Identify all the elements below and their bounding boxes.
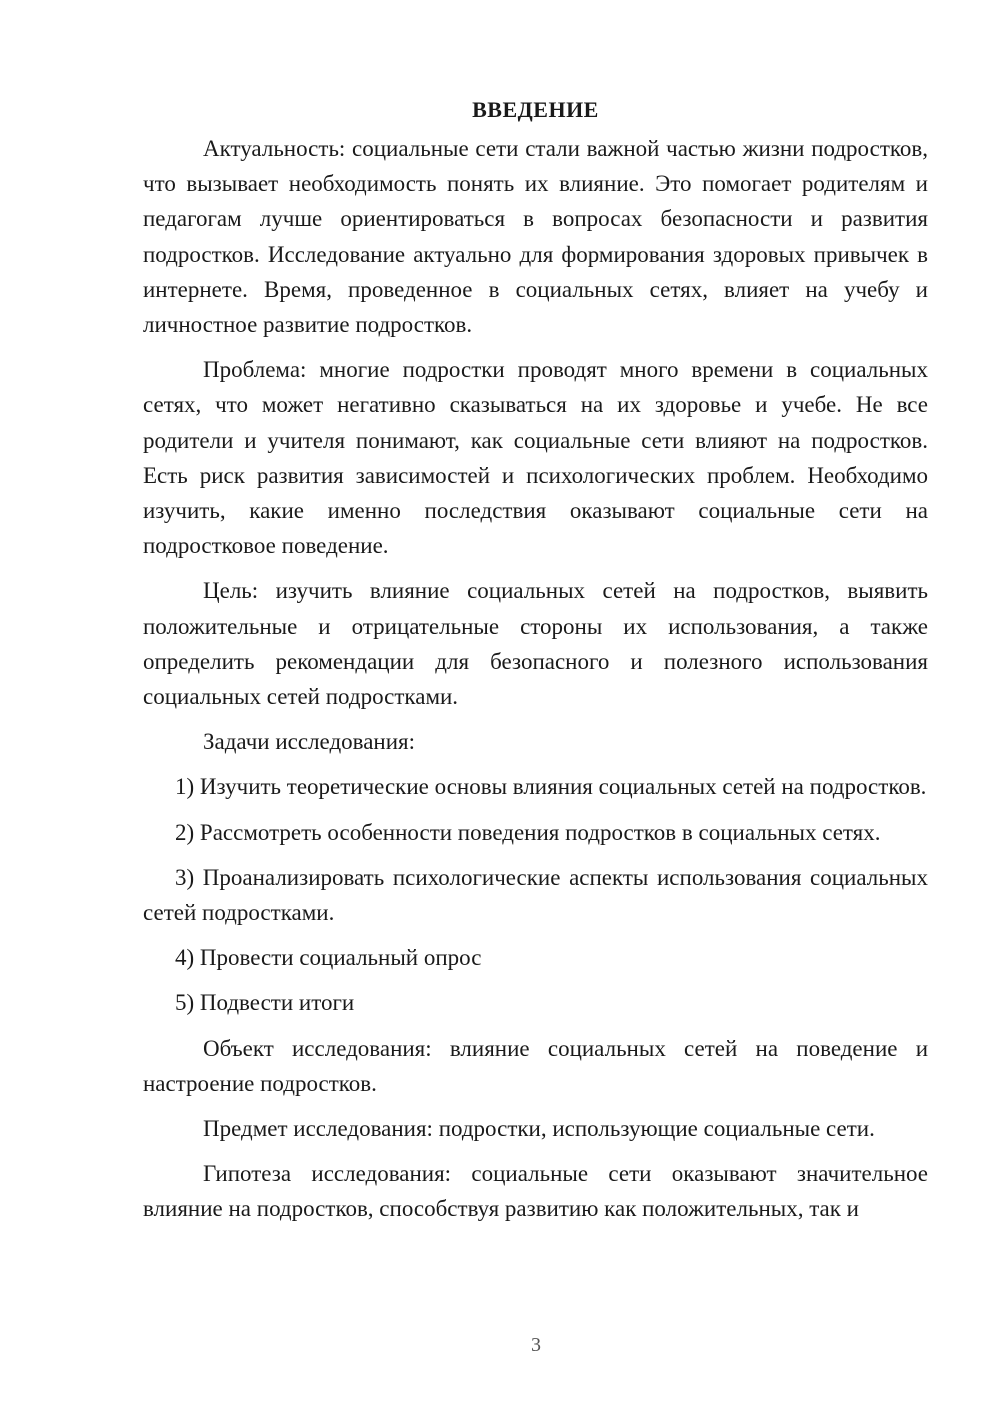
problem-paragraph: Проблема: многие подростки проводят много времени в социальных сетях, что может негативно сказываться на их здоровье и учебе. Не все родители и учителя понимают, как социальные сети влияют на подростков. Есть риск развития зависимостей и психологических проблем. Необходимо изучить, какие именно последствия оказывают социальные сети на подростковое поведение. — [143, 357, 928, 559]
task-item: 4) Провести социальный опрос — [175, 945, 482, 971]
task-item: 1) Изучить теоретические основы влияния социальных сетей на подростков. — [175, 774, 927, 800]
section-heading: ВВЕДЕНИЕ — [472, 97, 599, 122]
task-item: 2) Рассмотреть особенности поведения подростков в социальных сетях. — [175, 819, 881, 845]
page-content — [143, 92, 928, 1237]
page-number: 3 — [531, 1334, 541, 1356]
hypothesis-paragraph: Гипотеза исследования: социальные сети оказывают значительное влияние на подростков, способствуя развитию как положительных, так и — [143, 1161, 928, 1222]
relevance-paragraph: Актуальность: социальные сети стали важной частью жизни подростков, что вызывает необходимость понять их влияние. Это помогает родителям и педагогам лучше ориентироваться в вопросах безопасности и развития подростков. Исследование актуально для формирования здоровых привычек в интернете. Время, проведенное в социальных сетях, влияет на учебу и личностное развитие подростков. — [143, 136, 928, 338]
object-paragraph: Объект исследования: влияние социальных сетей на поведение и настроение подростков. — [143, 1035, 928, 1096]
goal-paragraph: Цель: изучить влияние социальных сетей на подростков, выявить положительные и отрицательные стороны их использования, а также определить рекомендации для безопасного и полезного использования социальных сетей подростками. — [143, 578, 928, 710]
subject-paragraph: Предмет исследования: подростки, использующие социальные сети. — [203, 1116, 875, 1142]
task-item: 3) Проанализировать психологические аспекты использования социальных сетей подростками. — [143, 864, 928, 926]
task-item: 5) Подвести итоги — [175, 990, 355, 1016]
tasks-heading: Задачи исследования: — [203, 729, 416, 755]
